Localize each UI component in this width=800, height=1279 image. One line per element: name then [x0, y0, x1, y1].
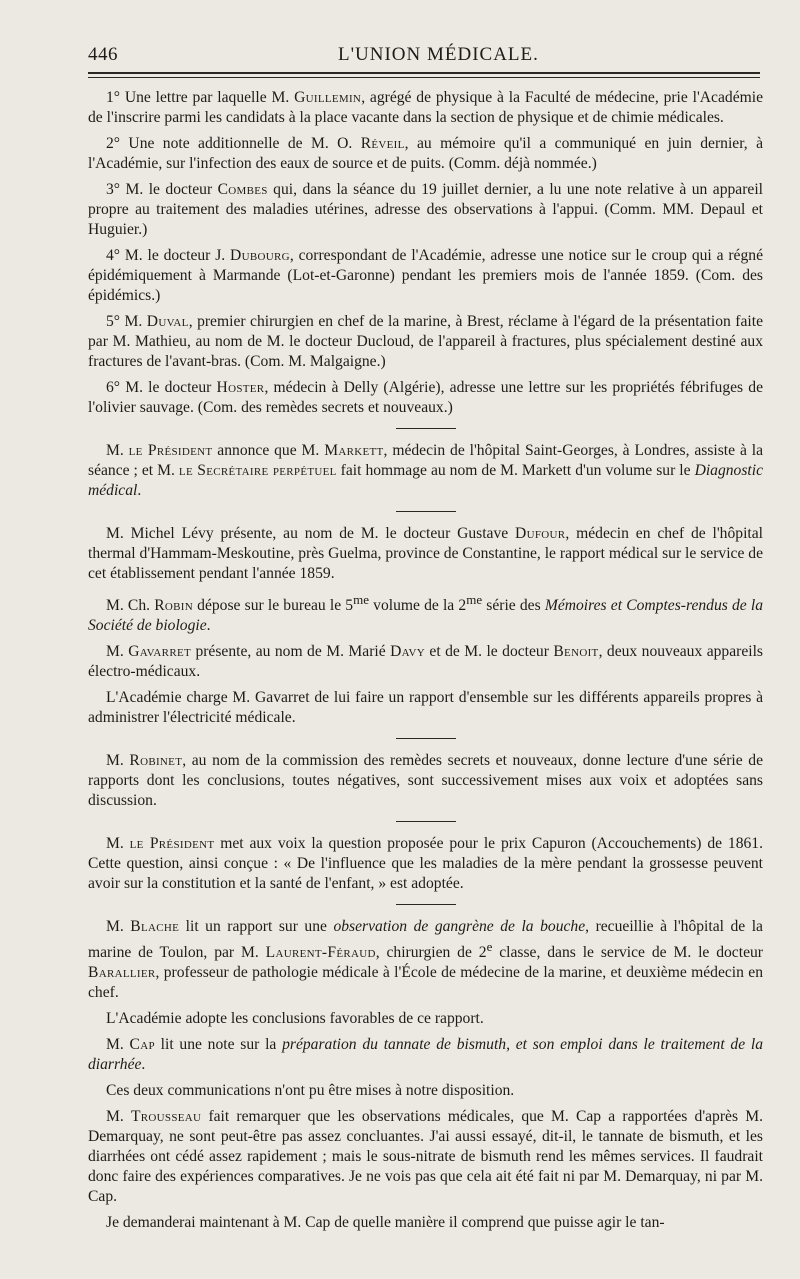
section-divider — [396, 904, 456, 905]
paragraph-levy: M. Michel Lévy présente, au nom de M. le docteur Gustave Dufour, médecin en chef de l'hôpital thermal d'Hammam-Meskoutine, près Guelma, province de Constantine, le rapport médical sur le service de cet établissement pendant l'année 1859. — [88, 525, 763, 582]
correspondence-item-5: 5° M. Duval, premier chirurgien en chef de la marine, à Brest, réclame à l'égard de la présentation faite par M. Mathieu, au nom de M. le docteur Ducloud, de l'appareil à fractures, plus spécialement destiné aux fractures de l'avant-bras. (Com. M. Malgaigne.) — [88, 313, 763, 370]
paragraph-cap: M. Cap lit une note sur la préparation du tannate de bismuth, et son emploi dans le traitement de la diarrhée. — [88, 1036, 764, 1074]
page-number: 446 — [88, 44, 118, 65]
section-divider — [396, 428, 456, 429]
paragraph-president-markett: M. le Président annonce que M. Markett, médecin de l'hôpital Saint-Georges, à Londres, assiste à la séance ; et M. le Secrétaire perpétuel fait hommage au nom de M. Markett d'un volume sur le Diagnostic médical. — [88, 442, 763, 499]
paragraph-cap-note: Ces deux communications n'ont pu être mises à notre disposition. — [106, 1082, 515, 1100]
paragraph-trousseau: M. Trousseau fait remarquer que les observations médicales, que M. Cap a rapportées d'après M. Demarquay, ne sont peut-être pas assez concluantes. J'ai aussi essayé, dit-il, le tannate de bismuth, et les diarrhées ont cédé assez rapidement ; mais le sous-nitrate de bismuth rend les mêmes services. Il faudrait donc faire des expériences comparatives. Je ne vois pas que cela ait été fait ni par M. Demarquay, ni par M. Cap. — [88, 1108, 763, 1206]
section-divider — [396, 821, 456, 822]
paragraph-capuron: M. le Président met aux voix la question proposée pour le prix Capuron (Accouchements) de 1861. Cette question, ainsi conçue : « De l'influence que les maladies de la mère pendant la grossesse peuvent avoir sur la constitution et la santé de l'enfant, » est adoptée. — [88, 835, 763, 893]
paragraph-gavarret: M. Gavarret présente, au nom de M. Marié Davy et de M. le docteur Benoit, deux nouveaux appareils électro-médicaux. — [88, 643, 763, 681]
article-body — [88, 88, 763, 1239]
correspondence-item-1: 1° Une lettre par laquelle M. Guillemin, agrégé de physique à la Faculté de médecine, prie l'Académie de l'inscrire parmi les candidats à la place vacante dans la section de physique et de chimie médicales. — [88, 89, 763, 126]
correspondence-item-3: 3° M. le docteur Combes qui, dans la séance du 19 juillet dernier, a lu une note relative à un appareil propre au traitement des maladies utérines, adresse des observations à l'appui. (Comm. MM. Depaul et Huguier.) — [88, 181, 763, 238]
paragraph-trousseau-continued: Je demanderai maintenant à M. Cap de quelle manière il comprend que puisse agir le tan- — [106, 1214, 665, 1232]
paragraph-robinet: M. Robinet, au nom de la commission des remèdes secrets et nouveaux, donne lecture d'une série de rapports dont les conclusions, toutes négatives, sont successivement mises aux voix et adoptées sans discussion. — [88, 752, 763, 810]
paragraph-blache: M. Blache lit un rapport sur une observation de gangrène de la bouche, recueillie à l'hôpital de la marine de Toulon, par M. Laurent-Féraud, chirurgien de 2e classe, dans le service de M. le docteur Barallier, professeur de pathologie médicale à l'École de médecine de la marine, et deuxième médecin en chef. — [88, 918, 763, 1002]
paragraph-blache-adopt: L'Académie adopte les conclusions favorables de ce rapport. — [106, 1010, 484, 1028]
header-rule — [88, 72, 760, 78]
correspondence-item-6: 6° M. le docteur Hoster, médecin à Delly (Algérie), adresse une lettre sur les propriétés fébrifuges de l'olivier sauvage. (Com. des remèdes secrets et nouveaux.) — [88, 379, 763, 416]
correspondence-item-4: 4° M. le docteur J. Dubourg, correspondant de l'Académie, adresse une notice sur le croup qui a régné épidémiquement à Marmande (Lot-et-Garonne) pendant les premiers mois de l'année 1859. (Com. des épidémics.) — [88, 247, 763, 304]
paragraph-gavarret-charge: L'Académie charge M. Gavarret de lui faire un rapport d'ensemble sur les différents appareils propres à administrer l'électricité médicale. — [88, 689, 763, 727]
page-header — [88, 38, 760, 68]
section-divider — [396, 511, 456, 512]
running-title: L'UNION MÉDICALE. — [338, 44, 539, 65]
correspondence-item-2: 2° Une note additionnelle de M. O. Réveil, au mémoire qu'il a communiqué en juin dernier, à l'Académie, sur l'infection des eaux de source et de puits. (Comm. déjà nommée.) — [88, 135, 763, 172]
section-divider — [396, 738, 456, 739]
paragraph-robin: M. Ch. Robin dépose sur le bureau le $5^{me}$ volume de la $2^{me}$ série des Mémoires et Comptes-rendus de la Société de biologie. — [88, 592, 764, 635]
